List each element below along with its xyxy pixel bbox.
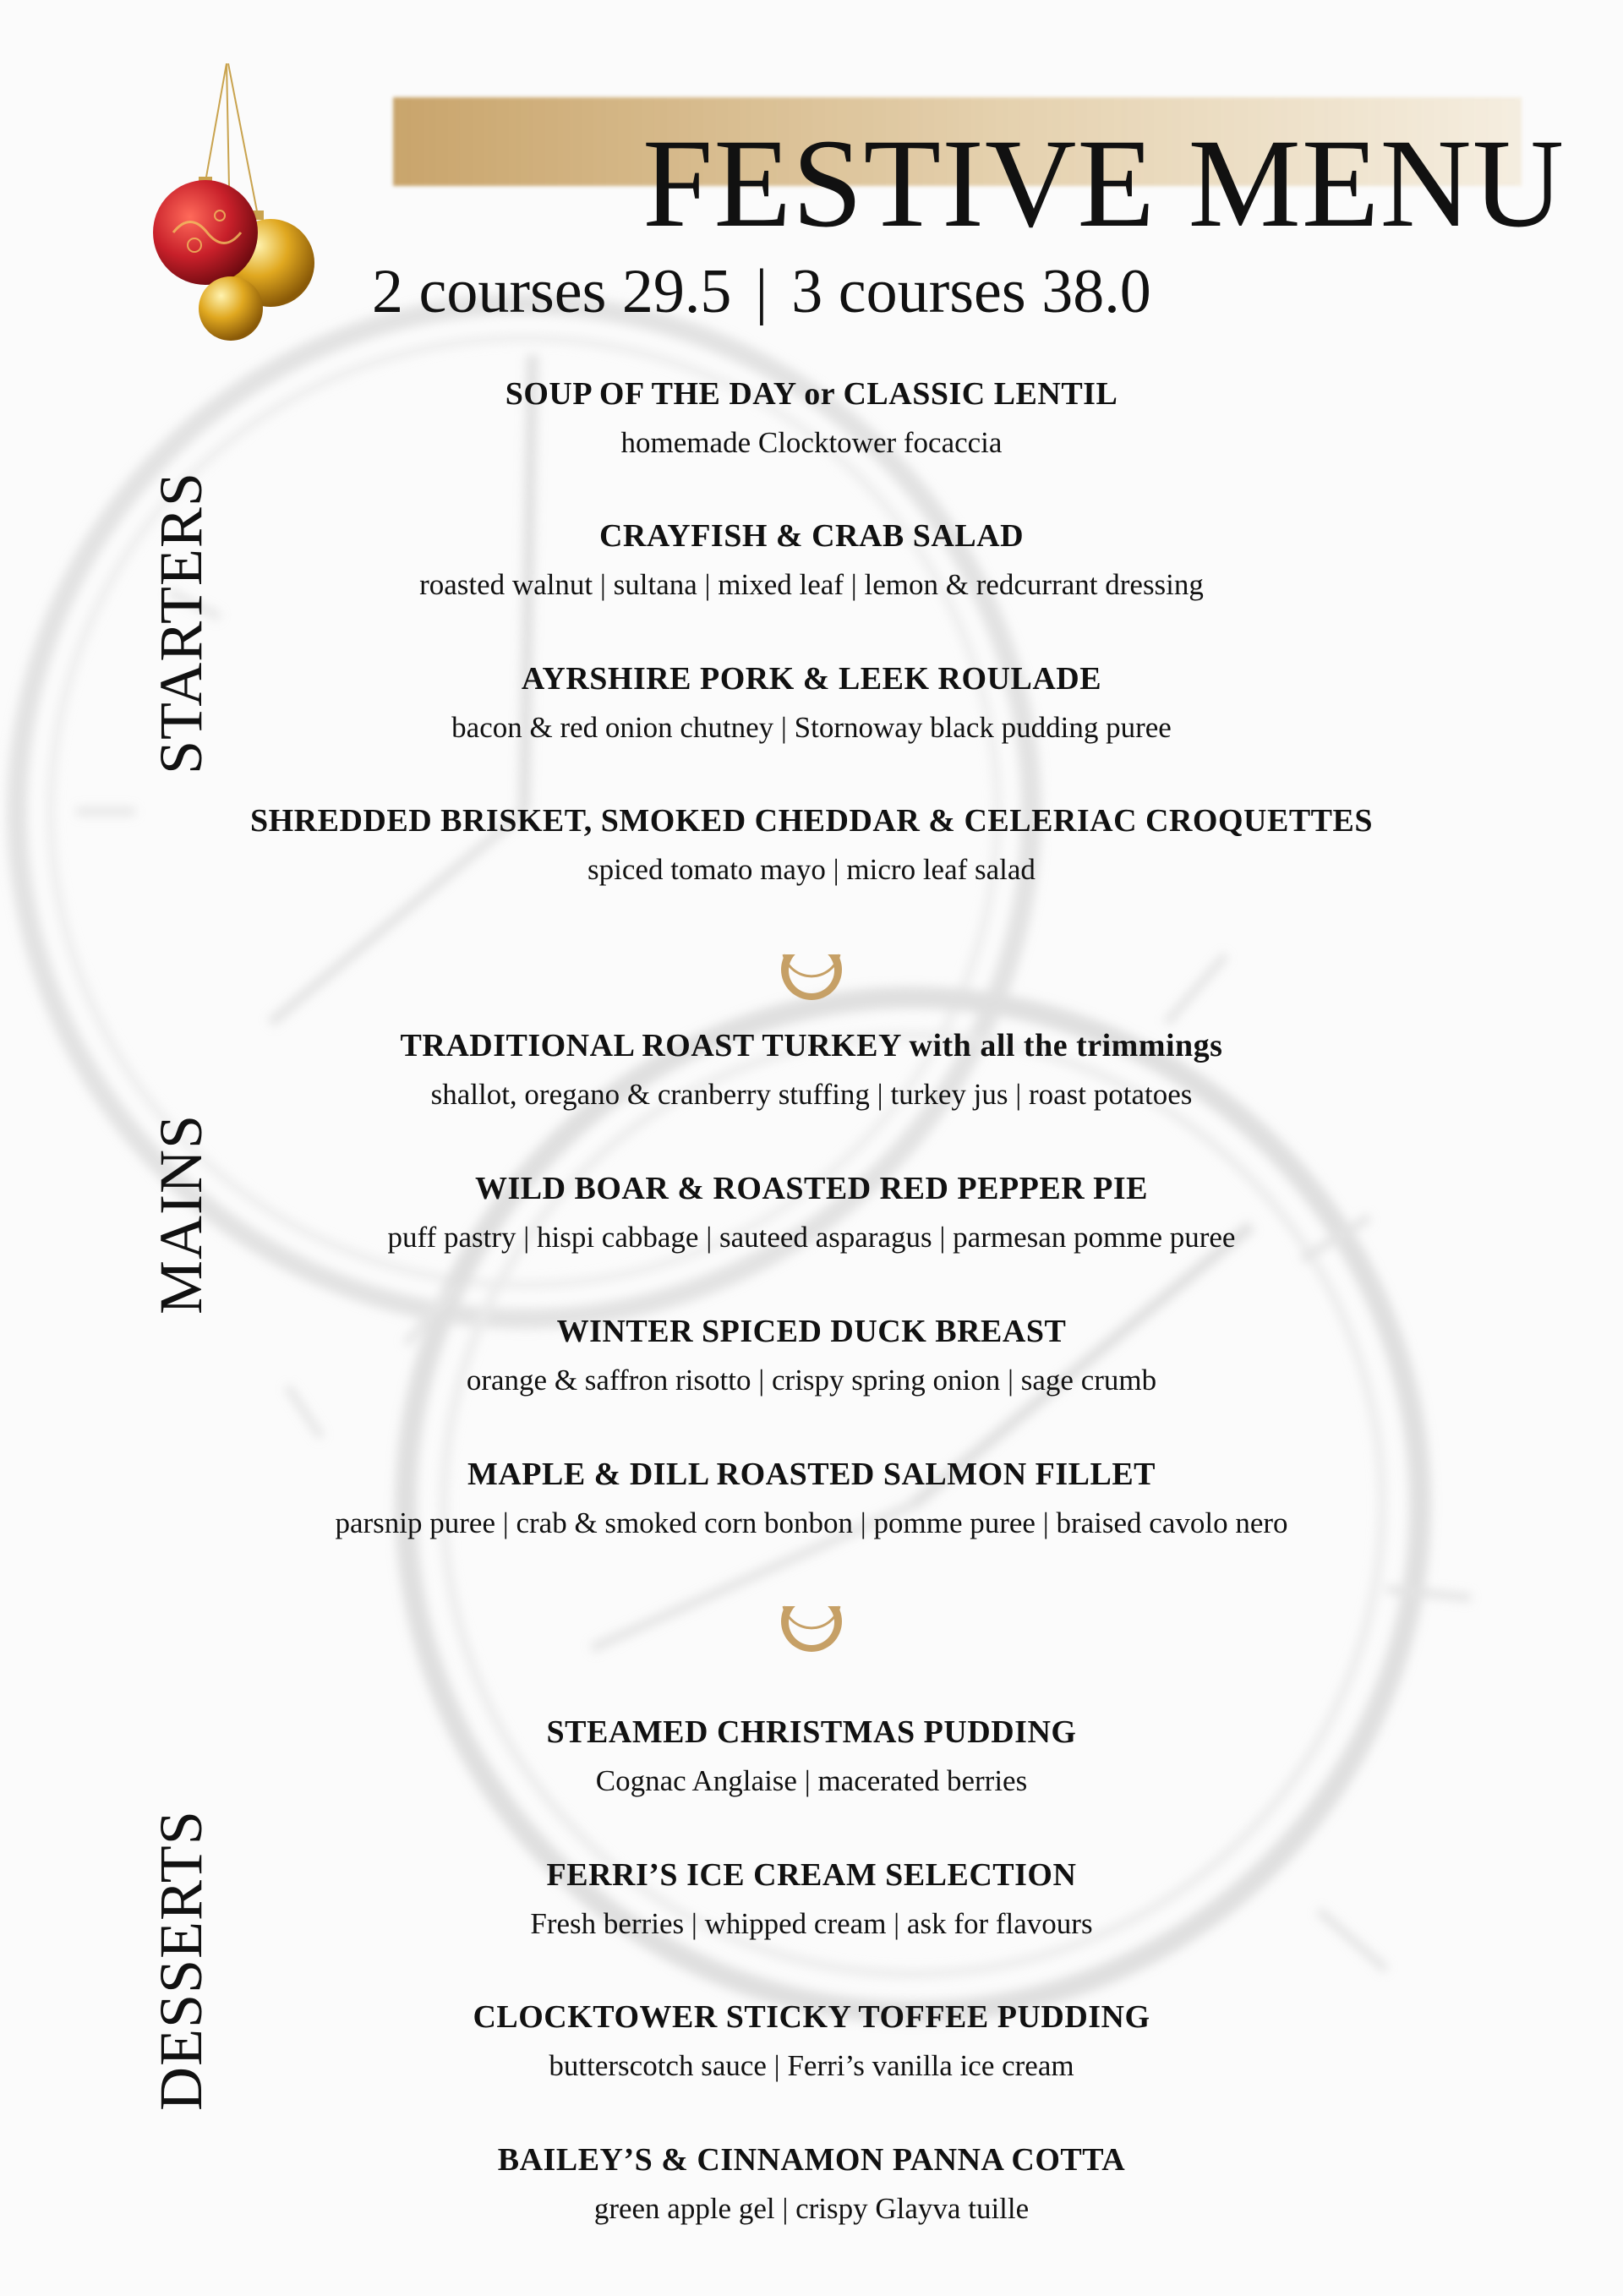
menu-item-description: shallot, oregano & cranberry stuffing | turkey jus | roast potatoes [430, 1078, 1193, 1111]
menu-item-title: FERRI’S ICE CREAM SELECTION [546, 1857, 1077, 1893]
page-title: FESTIVE MENU [642, 113, 1566, 254]
menu-item-title: WILD BOAR & ROASTED RED PEPPER PIE [474, 1171, 1149, 1206]
price-separator: | [755, 257, 768, 326]
menu-item-description: green apple gel | crispy Glayva tuille [593, 2192, 1030, 2225]
menu-item-title: CLOCKTOWER STICKY TOFFEE PUDDING [473, 1999, 1150, 2035]
menu-item [211, 801, 1412, 889]
menu-item [211, 659, 1412, 747]
menu-item [211, 1455, 1412, 1543]
menu-item-title: AYRSHIRE PORK & LEEK ROULADE [521, 661, 1102, 697]
menu-item [211, 517, 1412, 604]
price-three-courses: 3 courses 38.0 [791, 257, 1151, 326]
menu-item [211, 1169, 1412, 1257]
menu-item-description: spiced tomato mayo | micro leaf salad [587, 853, 1036, 886]
menu-item-title: STEAMED CHRISTMAS PUDDING [546, 1714, 1077, 1750]
menu-item [211, 374, 1412, 462]
section-label-desserts: DESSERTS [147, 1810, 215, 2111]
menu-item-description: homemade Clocktower focaccia [620, 426, 1003, 459]
menu-item-description: Cognac Anglaise | macerated berries [595, 1764, 1028, 1797]
menu-item [211, 1026, 1412, 1114]
menu-item-title: TRADITIONAL ROAST TURKEY with all the trimmings [400, 1028, 1223, 1063]
menu-item-description: Fresh berries | whipped cream | ask for flavours [530, 1907, 1093, 1940]
christmas-baubles-icon [139, 63, 317, 359]
menu-item-description: puff pastry | hispi cabbage | sauteed asparagus | parmesan pomme puree [387, 1221, 1236, 1254]
menu-item-description: roasted walnut | sultana | mixed leaf | lemon & redcurrant dressing [419, 568, 1204, 601]
course-pricing [372, 254, 1352, 330]
section-label-mains: MAINS [147, 1113, 215, 1315]
menu-item-description: butterscotch sauce | Ferri’s vanilla ice cream [549, 2049, 1074, 2082]
crescent-moon-icon [775, 1584, 848, 1657]
crescent-moon-icon [775, 932, 848, 1005]
price-two-courses: 2 courses 29.5 [372, 257, 732, 326]
menu-item-title: CRAYFISH & CRAB SALAD [598, 518, 1025, 554]
menu-item [211, 1713, 1412, 1801]
menu-item [211, 1998, 1412, 2086]
section-label-starters: STARTERS [147, 472, 215, 774]
menu-item-title: MAPLE & DILL ROASTED SALMON FILLET [467, 1457, 1156, 1492]
menu-item-title: BAILEY’S & CINNAMON PANNA COTTA [497, 2142, 1126, 2178]
menu-item [211, 2140, 1412, 2228]
menu-item-description: orange & saffron risotto | crispy spring onion | sage crumb [466, 1364, 1157, 1397]
menu-item-title: SOUP OF THE DAY or CLASSIC LENTIL [505, 376, 1118, 412]
menu-item-description: bacon & red onion chutney | Stornoway black pudding puree [451, 711, 1172, 744]
menu-item [211, 1312, 1412, 1400]
menu-item-description: parsnip puree | crab & smoked corn bonbon | pomme puree | braised cavolo nero [335, 1506, 1288, 1539]
menu-item-title: SHREDDED BRISKET, SMOKED CHEDDAR & CELERIAC CROQUETTES [249, 803, 1374, 839]
menu-item [211, 1856, 1412, 1943]
menu-item-title: WINTER SPICED DUCK BREAST [556, 1314, 1067, 1349]
